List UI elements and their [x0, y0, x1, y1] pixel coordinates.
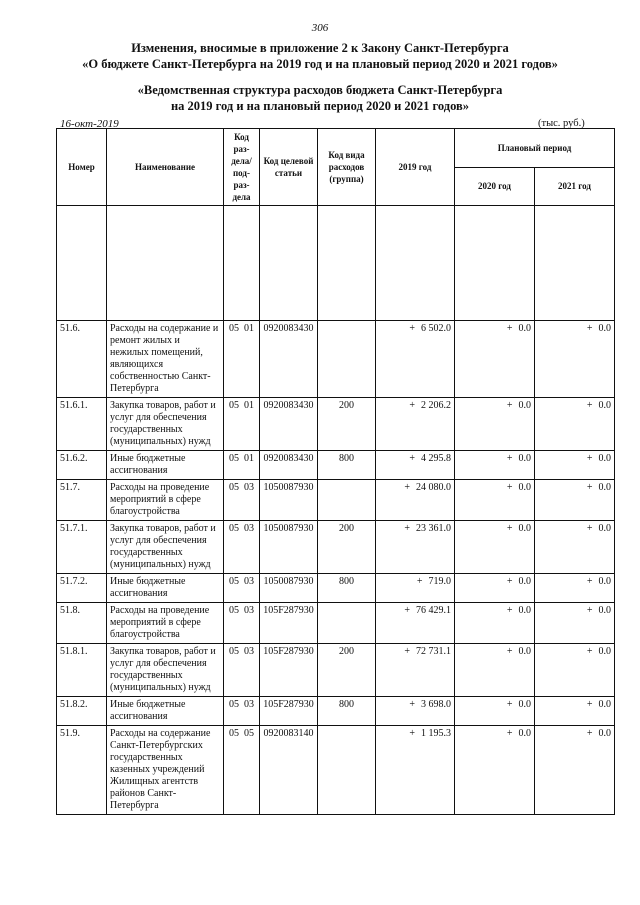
plus-sign: +: [506, 400, 513, 411]
row-2021-value: [535, 697, 615, 726]
row-subsection: 03: [244, 646, 254, 657]
subtitle-line-1: «Ведомственная структура расходов бюджета Санкт-Петербурга: [137, 83, 503, 97]
table-row: [57, 480, 615, 521]
row-section-code: [224, 697, 260, 726]
plus-sign: +: [586, 699, 593, 710]
row-2019-value: [376, 644, 455, 697]
value-2021: 0.0: [598, 699, 611, 710]
row-section: 05: [229, 400, 239, 411]
row-2020-value: [455, 644, 535, 697]
plus-sign: +: [586, 728, 593, 739]
plus-sign: +: [404, 605, 410, 616]
row-name: Закупка товаров, работ и услуг для обеспечения государственных (муниципальных) нужд: [107, 644, 224, 697]
column-header-2020: 2020 год: [455, 167, 535, 206]
plus-sign: +: [586, 605, 593, 616]
row-subsection: 01: [244, 453, 254, 464]
table-row: [57, 451, 615, 480]
plus-sign: +: [586, 646, 593, 657]
row-section-code: [224, 480, 260, 521]
row-expense-type: [318, 321, 376, 398]
page-number: 306: [311, 22, 329, 34]
plus-sign: +: [506, 646, 513, 657]
row-2020-value: [455, 574, 535, 603]
row-name: Расходы на содержание Санкт-Петербургских государственных казенных учреждений Жилищных агентств районов Санкт-Петербурга: [107, 726, 224, 815]
value-2019: 4 295.8: [421, 453, 451, 464]
value-2020: 0.0: [518, 605, 531, 616]
row-number: 51.7.2.: [57, 574, 107, 603]
value-2019: 6 502.0: [421, 323, 451, 334]
row-name: Иные бюджетные ассигнования: [107, 451, 224, 480]
value-2021: 0.0: [598, 523, 611, 534]
row-2020-value: [455, 603, 535, 644]
row-target-code: 1050087930: [260, 521, 318, 574]
value-2021: 0.0: [598, 646, 611, 657]
value-2021: 0.0: [598, 400, 611, 411]
row-2021-value: [535, 480, 615, 521]
row-section: 05: [229, 523, 239, 534]
row-section: 05: [229, 605, 239, 616]
budget-table: [56, 128, 615, 815]
row-section: 05: [229, 699, 239, 710]
row-2020-value: [455, 697, 535, 726]
document-date: 16-окт-2019: [60, 118, 119, 130]
row-section-code: [224, 321, 260, 398]
value-2020: 0.0: [518, 323, 531, 334]
plus-sign: +: [404, 482, 410, 493]
row-section: 05: [229, 482, 239, 493]
row-number: 51.6.: [57, 321, 107, 398]
row-section: 05: [229, 728, 239, 739]
value-2020: 0.0: [518, 482, 531, 493]
row-2021-value: [535, 644, 615, 697]
row-2020-value: [455, 480, 535, 521]
value-2021: 0.0: [598, 576, 611, 587]
value-2019: 2 206.2: [421, 400, 451, 411]
table-row: [57, 321, 615, 398]
row-subsection: 01: [244, 400, 254, 411]
row-target-code: 105F287930: [260, 603, 318, 644]
row-section-code: [224, 451, 260, 480]
row-target-code: 105F287930: [260, 644, 318, 697]
row-2021-value: [535, 603, 615, 644]
row-2021-value: [535, 726, 615, 815]
row-target-code: 0920083430: [260, 451, 318, 480]
value-2020: 0.0: [518, 523, 531, 534]
row-target-code: 0920083140: [260, 726, 318, 815]
row-name: Закупка товаров, работ и услуг для обеспечения государственных (муниципальных) нужд: [107, 521, 224, 574]
value-2019: 23 361.0: [416, 523, 451, 534]
plus-sign: +: [506, 605, 513, 616]
plus-sign: +: [586, 523, 593, 534]
column-header-target: Код целевой статьи: [260, 129, 318, 206]
row-subsection: 03: [244, 482, 254, 493]
row-section-code: [224, 521, 260, 574]
value-2021: 0.0: [598, 323, 611, 334]
plus-sign: +: [506, 576, 513, 587]
row-2020-value: [455, 398, 535, 451]
value-2020: 0.0: [518, 699, 531, 710]
row-expense-type: 200: [318, 644, 376, 697]
row-number: 51.8.2.: [57, 697, 107, 726]
plus-sign: +: [506, 323, 513, 334]
row-2019-value: [376, 603, 455, 644]
row-2019-value: [376, 697, 455, 726]
row-name: Закупка товаров, работ и услуг для обеспечения государственных (муниципальных) нужд: [107, 398, 224, 451]
plus-sign: +: [506, 728, 513, 739]
value-2019: 719.0: [428, 576, 451, 587]
table-row: [57, 644, 615, 697]
row-subsection: 03: [244, 523, 254, 534]
row-2019-value: [376, 451, 455, 480]
row-number: 51.8.1.: [57, 644, 107, 697]
row-section-code: [224, 726, 260, 815]
row-subsection: 03: [244, 699, 254, 710]
value-2020: 0.0: [518, 453, 531, 464]
row-target-code: 0920083430: [260, 398, 318, 451]
value-2021: 0.0: [598, 605, 611, 616]
row-section: 05: [229, 576, 239, 587]
column-header-planned-period: Плановый период: [455, 129, 615, 168]
column-header-2021: 2021 год: [535, 167, 615, 206]
value-2020: 0.0: [518, 400, 531, 411]
row-subsection: 03: [244, 576, 254, 587]
value-2021: 0.0: [598, 728, 611, 739]
value-2021: 0.0: [598, 482, 611, 493]
plus-sign: +: [506, 699, 513, 710]
value-2020: 0.0: [518, 728, 531, 739]
row-2019-value: [376, 321, 455, 398]
row-section-code: [224, 644, 260, 697]
plus-sign: +: [506, 523, 513, 534]
plus-sign: +: [409, 453, 415, 464]
row-name: Расходы на проведение мероприятий в сфере благоустройства: [107, 480, 224, 521]
table-row: [57, 726, 615, 815]
row-2021-value: [535, 451, 615, 480]
row-2021-value: [535, 321, 615, 398]
header-spacer-row: [57, 206, 615, 321]
value-2019: 72 731.1: [416, 646, 451, 657]
plus-sign: +: [586, 400, 593, 411]
row-expense-type: 200: [318, 521, 376, 574]
row-section-code: [224, 603, 260, 644]
value-2020: 0.0: [518, 646, 531, 657]
row-expense-type: [318, 726, 376, 815]
row-number: 51.7.1.: [57, 521, 107, 574]
plus-sign: +: [586, 323, 593, 334]
row-expense-type: 800: [318, 697, 376, 726]
plus-sign: +: [586, 482, 593, 493]
budget-table-body: [57, 321, 615, 815]
row-2020-value: [455, 726, 535, 815]
column-header-expense-type: Код вида расходов (группа): [318, 129, 376, 206]
row-number: 51.6.2.: [57, 451, 107, 480]
row-subsection: 05: [244, 728, 254, 739]
row-expense-type: 800: [318, 574, 376, 603]
plus-sign: +: [409, 728, 415, 739]
column-header-name: Наименование: [107, 129, 224, 206]
row-number: 51.9.: [57, 726, 107, 815]
row-2019-value: [376, 726, 455, 815]
plus-sign: +: [409, 699, 415, 710]
row-2020-value: [455, 451, 535, 480]
row-name: Расходы на проведение мероприятий в сфере благоустройства: [107, 603, 224, 644]
row-2019-value: [376, 398, 455, 451]
plus-sign: +: [404, 646, 410, 657]
row-number: 51.8.: [57, 603, 107, 644]
column-header-section: Код раз-дела/ под-раз-дела: [224, 129, 260, 206]
row-expense-type: 800: [318, 451, 376, 480]
value-2019: 24 080.0: [416, 482, 451, 493]
row-expense-type: 200: [318, 398, 376, 451]
row-expense-type: [318, 480, 376, 521]
column-header-2019: 2019 год: [376, 129, 455, 206]
table-row: [57, 521, 615, 574]
plus-sign: +: [506, 453, 513, 464]
row-name: Иные бюджетные ассигнования: [107, 697, 224, 726]
row-target-code: 1050087930: [260, 574, 318, 603]
row-2019-value: [376, 574, 455, 603]
row-target-code: 0920083430: [260, 321, 318, 398]
plus-sign: +: [506, 482, 513, 493]
row-2020-value: [455, 521, 535, 574]
value-2019: 3 698.0: [421, 699, 451, 710]
row-2019-value: [376, 521, 455, 574]
row-name: Расходы на содержание и ремонт жилых и нежилых помещений, являющихся собственностью Санкт-Петербурга: [107, 321, 224, 398]
row-name: Иные бюджетные ассигнования: [107, 574, 224, 603]
value-2019: 76 429.1: [416, 605, 451, 616]
plus-sign: +: [586, 576, 593, 587]
subtitle-line-2: на 2019 год и на плановый период 2020 и 2021 годов»: [170, 99, 470, 113]
row-number: 51.6.1.: [57, 398, 107, 451]
row-section: 05: [229, 646, 239, 657]
row-2021-value: [535, 521, 615, 574]
row-expense-type: [318, 603, 376, 644]
row-section-code: [224, 398, 260, 451]
column-header-number: Номер: [57, 129, 107, 206]
title-line-1: Изменения, вносимые в приложение 2 к Закону Санкт-Петербурга: [131, 41, 509, 55]
document-title: [0, 40, 640, 72]
table-row: [57, 697, 615, 726]
table-row: [57, 574, 615, 603]
plus-sign: +: [409, 323, 415, 334]
row-2021-value: [535, 398, 615, 451]
row-2019-value: [376, 480, 455, 521]
row-number: 51.7.: [57, 480, 107, 521]
table-row: [57, 398, 615, 451]
plus-sign: +: [404, 523, 410, 534]
row-target-code: 1050087930: [260, 480, 318, 521]
row-section: 05: [229, 453, 239, 464]
row-2021-value: [535, 574, 615, 603]
row-section: 05: [229, 323, 239, 334]
row-target-code: 105F287930: [260, 697, 318, 726]
plus-sign: +: [416, 576, 423, 587]
row-section-code: [224, 574, 260, 603]
value-2019: 1 195.3: [421, 728, 451, 739]
row-subsection: 01: [244, 323, 254, 334]
row-2020-value: [455, 321, 535, 398]
plus-sign: +: [586, 453, 593, 464]
title-line-2: «О бюджете Санкт-Петербурга на 2019 год и на плановый период 2020 и 2021 годов»: [82, 57, 558, 71]
document-subtitle: [0, 82, 640, 114]
table-row: [57, 603, 615, 644]
value-2021: 0.0: [598, 453, 611, 464]
units-label: (тыс. руб.): [538, 118, 585, 129]
value-2020: 0.0: [518, 576, 531, 587]
plus-sign: +: [409, 400, 415, 411]
row-subsection: 03: [244, 605, 254, 616]
